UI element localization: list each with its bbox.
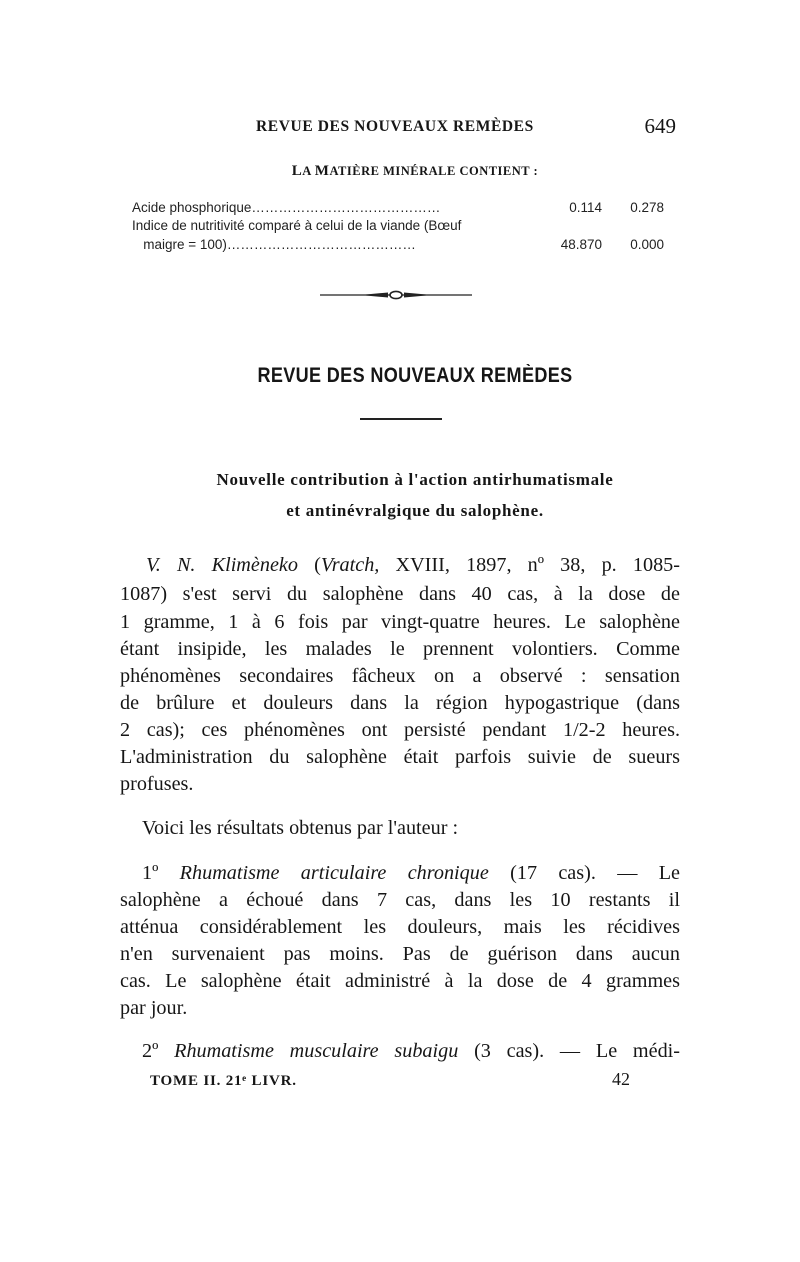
running-header (150, 114, 680, 144)
row-value-1: 0.114 (569, 200, 602, 215)
page-number: 649 (644, 114, 676, 138)
text-line: V. N. Klimèneko (Vratch, XVIII, 1897, nº 38, p. 1085- (146, 554, 680, 576)
row-value-2: 0.000 (630, 237, 664, 252)
text-line: 1 gramme, 1 à 6 fois par vingt-quatre heures. Le salophène (120, 611, 680, 633)
section-heading: Rhumatisme musculaire subaigu (174, 1040, 459, 1062)
row-value-1: 48.870 (560, 237, 602, 252)
article-subtitle: Nouvelle contribution à l'action antirhumatismale (216, 470, 614, 489)
text-line: 2 cas); ces phénomènes ont persisté pendant 1/2-2 heures. (120, 719, 680, 741)
row-label: Acide phosphorique…………………………………… (132, 200, 441, 215)
text-line: n'en survenaient pas moins. Pas de guérison dans aucun (120, 943, 680, 965)
caption-initial: M (314, 163, 330, 179)
text-line: 2º Rhumatisme musculaire subaigu (3 cas). — Le médi- (142, 1040, 680, 1062)
table-caption (150, 163, 680, 180)
journal-name: Vratch, (320, 554, 380, 576)
caption-text: A (302, 164, 315, 178)
text-line: salophène a échoué dans 7 cas, dans les 10 restants il (120, 889, 680, 911)
text-line: 1º Rhumatisme articulaire chronique (17 cas). — Le (142, 862, 680, 884)
ornament-divider (320, 288, 472, 302)
text-line: atténua considérablement les douleurs, mais les récidives (120, 916, 680, 938)
article-subtitle: et antinévralgique du salophène. (286, 501, 544, 520)
row-label: Indice de nutritivité comparé à celui de la viande (Bœuf (132, 218, 462, 233)
section-title: REVUE DES NOUVEAUX REMÈDES (257, 364, 573, 387)
text-line: L'administration du salophène était parfois suivie de sueurs (120, 746, 680, 768)
author-name: V. N. Klimèneko (146, 554, 298, 576)
row-label: maigre = 100)…………………………………… (132, 237, 416, 252)
text-line: étant insipide, les malades le prennent volontiers. Comme (120, 638, 680, 660)
caption-text: ATIÈRE MINÉRALE CONTIENT : (329, 164, 539, 178)
text-line: cas. Le salophène était administré à la dose de 4 grammes (120, 970, 680, 992)
text-line: de brûlure et douleurs dans la région hypogastrique (dans (120, 692, 680, 714)
footer-tome: TOME II. 21ᵉ LIVR. (150, 1073, 297, 1089)
footer-signature: 42 (612, 1069, 630, 1089)
section-heading: Rhumatisme articulaire chronique (179, 862, 489, 884)
text-line: 1087) s'est servi du salophène dans 40 cas, à la dose de (120, 583, 680, 605)
caption-initial: L (291, 163, 303, 179)
title-rule (360, 418, 442, 420)
text-line: phénomènes secondaires fâcheux on a observé : sensation (120, 665, 680, 687)
row-value-2: 0.278 (630, 200, 664, 215)
text-line: par jour. (120, 997, 188, 1019)
text-line: profuses. (120, 773, 194, 795)
text-line: Voici les résultats obtenus par l'auteur : (142, 817, 459, 839)
running-title: REVUE DES NOUVEAUX REMÈDES (256, 118, 534, 135)
